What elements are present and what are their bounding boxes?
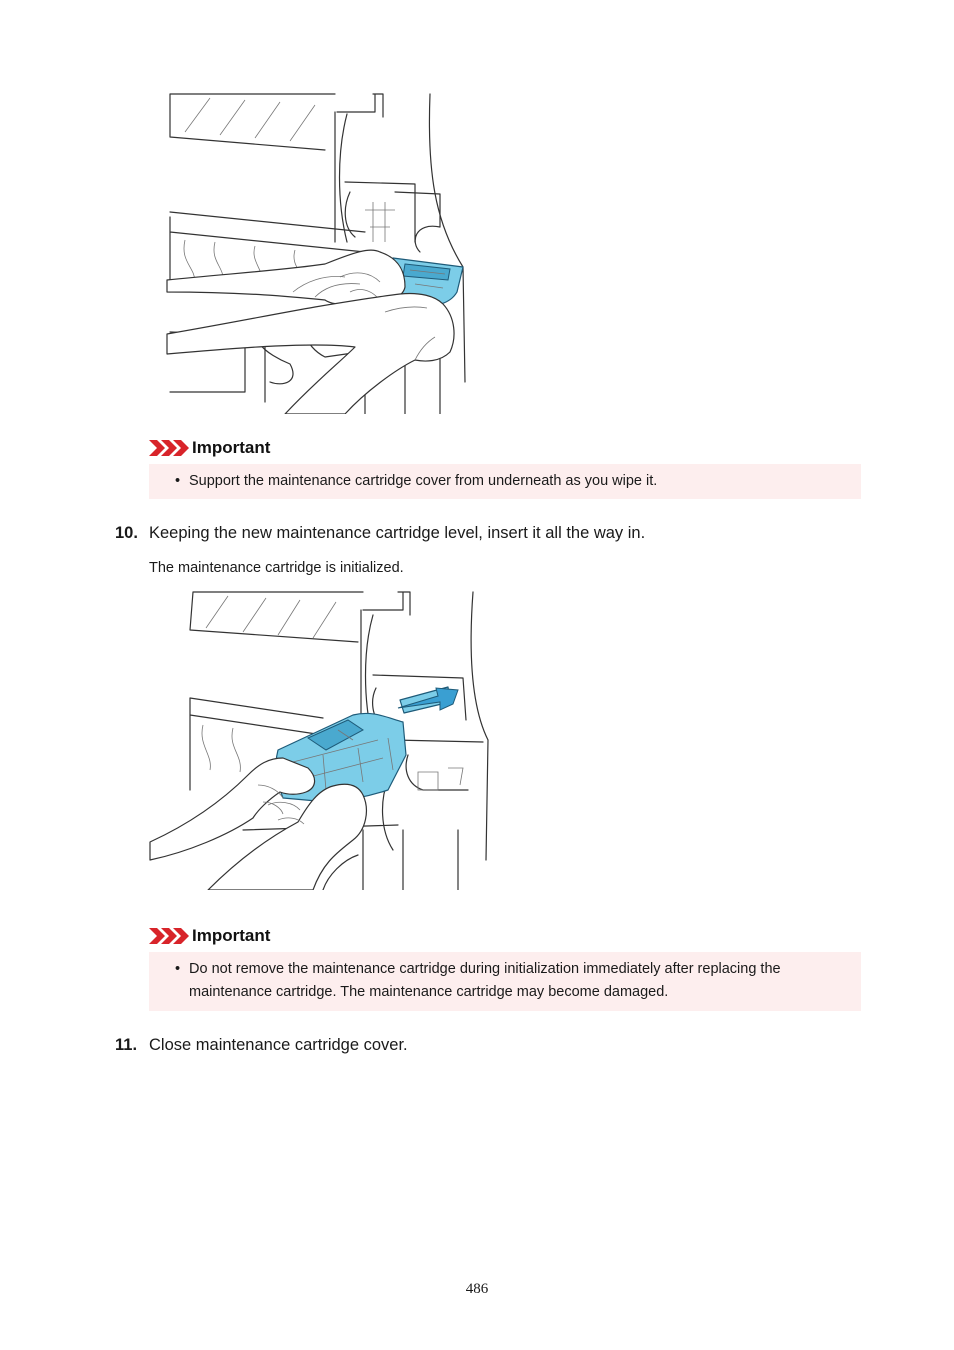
- step-number: 10.: [115, 524, 138, 542]
- step-10: [115, 524, 645, 543]
- step-10-note: The maintenance cartridge is initialized.: [149, 560, 404, 576]
- illustration-wiping-cover: [165, 92, 485, 414]
- step-number: 11.: [115, 1036, 138, 1054]
- important-text: Support the maintenance cartridge cover from underneath as you wipe it.: [189, 473, 658, 489]
- important-header-1: [149, 438, 270, 458]
- important-chevrons-icon: [149, 928, 189, 944]
- page-number: 486: [465, 1281, 489, 1297]
- important-chevrons-icon: [149, 440, 189, 456]
- important-box-1: [149, 464, 861, 499]
- important-title: Important: [192, 438, 271, 457]
- bullet: •: [175, 473, 181, 489]
- step-text: Keeping the new maintenance cartridge level, insert it all the way in.: [149, 524, 646, 542]
- important-header-2: [149, 926, 270, 946]
- important-box-2: [149, 952, 861, 1011]
- important-title: Important: [192, 926, 271, 945]
- step-11: [115, 1036, 408, 1055]
- step-text: Close maintenance cartridge cover.: [149, 1036, 408, 1054]
- bullet: •: [175, 961, 181, 977]
- illustration-inserting-cartridge: [148, 590, 493, 890]
- important-text: Do not remove the maintenance cartridge during initialization immediately after replacing the maintenance cartridge. The maintenance cartridge may become damaged.: [189, 961, 781, 1000]
